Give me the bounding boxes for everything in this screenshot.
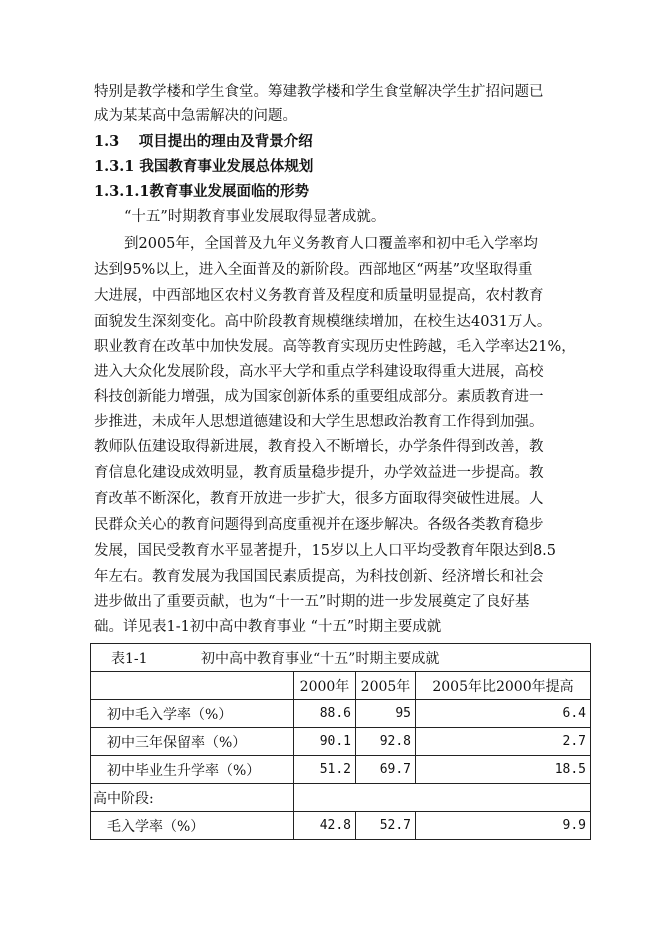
value-2000: 88.6 — [294, 700, 356, 728]
body-text-line: 职业教育在改革中加快发展。高等教育实现历史性跨越，毛入学率达21%， — [94, 339, 576, 355]
table-number: 表1-1 — [111, 650, 148, 667]
header-empty-cell — [91, 672, 294, 700]
body-text-line: 步推进，未成年人思想道德建设和大学生思想政治教育工作得到加强。 — [94, 414, 544, 430]
header-increase: 2005年比2000年提高 — [416, 672, 591, 700]
table-title: 初中高中教育事业“十五”时期主要成就 — [201, 650, 440, 667]
value-increase: 18.5 — [416, 756, 591, 784]
section-heading-1-3-1-1: 1.3.1.1教育事业发展面临的形势 — [94, 183, 309, 200]
body-text-line: 进步做出了重要贡献，也为“十一五”时期的进一步发展奠定了良好基 — [94, 594, 530, 610]
section-heading-1-3-1: 1.3.1 我国教育事业发展总体规划 — [94, 158, 314, 175]
row-label: 毛入学率（%） — [91, 812, 294, 840]
table-row — [91, 728, 591, 756]
body-text-line: 育信息化建设成效明显，教育质量稳步提升，办学效益进一步提高。教 — [94, 465, 544, 481]
header-2000: 2000年 — [294, 672, 356, 700]
table-row — [91, 700, 591, 728]
value-2005: 69.7 — [356, 756, 416, 784]
body-text-line: 教师队伍建设取得新进展，教育投入不断增长，办学条件得到改善，教 — [94, 439, 544, 455]
body-text-line: 科技创新能力增强，成为国家创新体系的重要组成部分。素质教育进一 — [94, 389, 544, 405]
body-text-line: 础。详见表1-1初中高中教育事业 “十五”时期主要成就 — [94, 619, 442, 635]
section-label: 高中阶段: — [91, 784, 294, 812]
value-increase: 9.9 — [416, 812, 591, 840]
body-text-line: 民群众关心的教育问题得到高度重视并在逐步解决。各级各类教育稳步 — [94, 517, 544, 533]
achievements-table — [90, 643, 591, 840]
table-header-row — [91, 672, 591, 700]
table-row — [91, 756, 591, 784]
value-2000: 42.8 — [294, 812, 356, 840]
body-text-line: 特别是教学楼和学生食堂。筹建教学楼和学生食堂解决学生扩招问题已 — [94, 84, 544, 100]
value-2005: 95 — [356, 700, 416, 728]
body-text-line: 发展，国民受教育水平显著提升，15岁以上人口平均受教育年限达到8.5 — [94, 543, 557, 559]
table-section-row — [91, 784, 591, 812]
body-text-line: 进入大众化发展阶段，高水平大学和重点学科建设取得重大进展，高校 — [94, 364, 544, 380]
value-2000: 90.1 — [294, 728, 356, 756]
section-heading-1-3: 1.3 项目提出的理由及背景介绍 — [94, 133, 313, 150]
section-empty-cell — [294, 784, 591, 812]
value-2005: 52.7 — [356, 812, 416, 840]
row-label: 初中毛入学率（%） — [91, 700, 294, 728]
row-label: 初中毕业生升学率（%） — [91, 756, 294, 784]
table-row — [91, 812, 591, 840]
body-text-line: 面貌发生深刻变化。高中阶段教育规模继续增加，在校生达4031万人。 — [94, 314, 552, 330]
body-text-line: 大进展，中西部地区农村义务教育普及程度和质量明显提高，农村教育 — [94, 288, 544, 304]
row-label: 初中三年保留率（%） — [91, 728, 294, 756]
value-2000: 51.2 — [294, 756, 356, 784]
value-increase: 2.7 — [416, 728, 591, 756]
body-text-line: 年左右。教育发展为我国国民素质提高，为科技创新、经济增长和社会 — [94, 569, 544, 585]
value-2005: 92.8 — [356, 728, 416, 756]
body-text-line: 到2005年，全国普及九年义务教育人口覆盖率和初中毛入学率均 — [124, 236, 538, 252]
paragraph-lead: “十五”时期教育事业发展取得显著成就。 — [124, 209, 386, 225]
table-caption — [91, 644, 591, 672]
body-text-line: 成为某某高中急需解决的问题。 — [94, 108, 297, 124]
body-text-line: 育改革不断深化，教育开放进一步扩大，很多方面取得突破性进展。人 — [94, 491, 544, 507]
value-increase: 6.4 — [416, 700, 591, 728]
header-2005: 2005年 — [356, 672, 416, 700]
body-text-line: 达到95%以上，进入全面普及的新阶段。西部地区“两基”攻坚取得重 — [94, 262, 533, 278]
table-caption-row — [91, 644, 591, 672]
